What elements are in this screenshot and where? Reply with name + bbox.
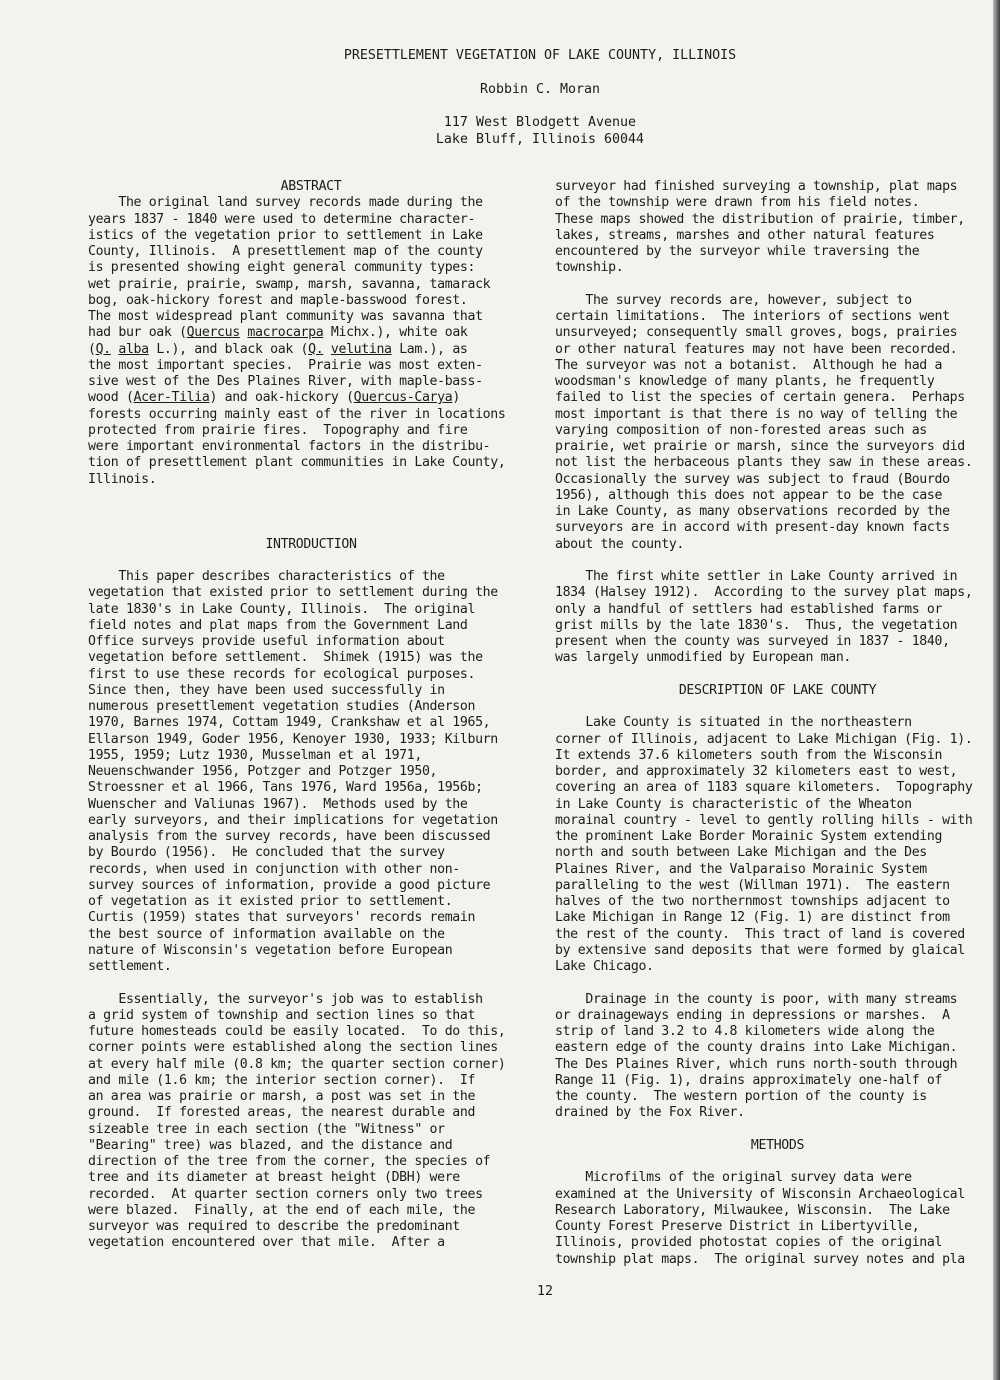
text-line: This paper describes characteristics of the [88, 569, 445, 584]
text-line: Essentially, the surveyor's job was to establish [88, 991, 483, 1007]
text-line: These maps showed the distribution of prairie, timber, [555, 211, 965, 227]
text-line: morainal country - level to gently rolling hills - with [555, 812, 973, 828]
paragraph-gap [88, 975, 534, 991]
text-line: The most widespread plant community was savanna that [88, 309, 483, 324]
text-line: analysis from the survey records, have been discussed [88, 829, 491, 844]
page-number: 12 [536, 1284, 553, 1299]
section-heading: INTRODUCTION [265, 536, 357, 552]
text-line: direction of the tree from the corner, the species of [88, 1154, 491, 1169]
text-line: 1955, 1959; Lutz 1930, Musselman et al 1971, [88, 747, 422, 763]
text-line: woodsman's knowledge of many plants, he frequently [555, 374, 935, 389]
text-line: first to use these records for ecological purposes. [88, 666, 476, 682]
text-line: Lake Chicago. [555, 959, 654, 974]
text-line: of vegetation as it existed prior to settlement. [88, 894, 453, 909]
text-line: surveyor was required to describe the predominant [88, 1219, 460, 1234]
text-line: 1834 (Halsey 1912). According to the survey plat maps, [555, 585, 973, 601]
paragraph-gap [555, 1122, 1000, 1138]
text-line: encountered by the surveyor while traversing the [555, 244, 920, 259]
text-line: nature of Wisconsin's vegetation before European [88, 942, 453, 958]
address-line-2: Lake Bluff, Illinois 60044 [435, 131, 645, 147]
text-line: Since then, they have been used successfully in [88, 682, 445, 698]
text-line: vegetation before settlement. Shimek (1915) was the [88, 650, 483, 666]
text-line: early surveyors, and their implications for vegetation [88, 812, 498, 828]
text-line: corner points were established along the section lines [88, 1040, 498, 1056]
text-line: wood (Acer-Tilia) and oak-hickory (Quercus-Carya) [88, 390, 460, 406]
section-heading: DESCRIPTION OF LAKE COUNTY [678, 682, 877, 698]
text-line: recorded. At quarter section corners only two trees [88, 1186, 483, 1202]
text-line: Drainage in the county is poor, with many streams [555, 991, 958, 1007]
paragraph-gap [88, 520, 534, 536]
text-line: The Des Plaines River, which runs north-south through [555, 1056, 958, 1072]
text-line: survey sources of information, provide a good picture [88, 877, 491, 893]
text-line: eastern edge of the county drains into Lake Michigan. [555, 1040, 958, 1056]
author-address [0, 115, 1000, 148]
text-line: covering an area of 1183 square kilometers. Topography [555, 780, 973, 796]
text-line: were blazed. Finally, at the end of each mile, the [88, 1202, 476, 1218]
text-line: border, and approximately 32 kilometers east to west, [555, 764, 958, 779]
text-line: numerous presettlement vegetation studies (Anderson [88, 699, 476, 714]
text-line: examined at the University of Wisconsin Archaeological [555, 1186, 965, 1202]
text-line: "Bearing" tree) was blazed, and the distance and [88, 1137, 453, 1153]
text-line: Illinois, provided photostat copies of the original [555, 1235, 943, 1251]
text-line: is presented showing eight general community types: [88, 260, 476, 276]
text-line: Lake County is situated in the northeastern [555, 715, 912, 731]
text-line: 1970, Barnes 1974, Cottam 1949, Crankshaw et al 1965, [88, 715, 491, 731]
text-line: Office surveys provide useful information about [88, 634, 445, 649]
text-line: in Lake County, as many observations recorded by the [555, 504, 950, 519]
text-line: ground. If forested areas, the nearest durable and [88, 1105, 476, 1121]
author-name: Robbin C. Moran [479, 82, 601, 97]
text-line: corner of Illinois, adjacent to Lake Michigan (Fig. 1). [555, 731, 973, 747]
text-line: and mile (1.6 km; the interior section corner). If [88, 1072, 476, 1088]
section-heading: METHODS [750, 1137, 805, 1153]
text-line: bog, oak-hickory forest and maple-basswood forest. [88, 292, 468, 308]
left-column [88, 179, 534, 1252]
text-line: Research Laboratory, Milwaukee, Wisconsin. The Lake [555, 1202, 950, 1218]
text-line: Occasionally the survey was subject to fraud (Bourdo [555, 471, 950, 487]
text-line: field notes and plat maps from the Government Land [88, 617, 468, 633]
text-line: or drainageways ending in depressions or marshes. A [555, 1007, 950, 1023]
text-line: township plat maps. The original survey notes and pla [555, 1251, 965, 1267]
text-line: Illinois. [88, 471, 157, 487]
section-heading: ABSTRACT [280, 179, 342, 194]
paragraph-gap [555, 553, 1000, 569]
text-line: surveyors are in accord with present-day known facts [555, 520, 950, 536]
paragraph-gap [88, 488, 534, 504]
text-line: failed to list the species of certain genera. Perhaps [555, 390, 965, 406]
text-line: about the county. [555, 536, 685, 552]
text-line: varying composition of non-forested areas such as [555, 422, 927, 438]
text-line: sizeable tree in each section (the "Witness" or [88, 1121, 445, 1137]
text-line: Stroessner et al 1966, Tans 1976, Ward 1956a, 1956b; [88, 780, 483, 796]
text-line: were important environmental factors in the distribu- [88, 439, 491, 454]
text-line: The original land survey records made during the [88, 195, 483, 211]
text-line: late 1830's in Lake County, Illinois. The original [88, 601, 476, 617]
paper-title: PRESETTLEMENT VEGETATION OF LAKE COUNTY, ILLINOIS [343, 48, 737, 63]
text-line: township. [555, 260, 624, 276]
text-line: The first white settler in Lake County arrived in [555, 569, 958, 584]
text-line: istics of the vegetation prior to settlement in Lake [88, 227, 483, 243]
text-line: the prominent Lake Border Morainic System extending [555, 829, 943, 844]
text-line: a grid system of township and section lines so that [88, 1007, 476, 1023]
text-line: an area was prairie or marsh, a post was set in the [88, 1089, 476, 1104]
text-line: Plaines River, and the Valparaiso Morainic System [555, 861, 927, 877]
text-line: settlement. [88, 959, 172, 974]
text-line: County, Illinois. A presettlement map of the county [88, 244, 483, 259]
text-line: Microfilms of the original survey data were [555, 1170, 912, 1186]
text-line: certain limitations. The interiors of sections went [555, 309, 950, 324]
text-line: strip of land 3.2 to 4.8 kilometers wide along the [555, 1024, 935, 1039]
text-line: The survey records are, however, subject to [555, 292, 912, 308]
text-line: wet prairie, prairie, swamp, marsh, savanna, tamarack [88, 276, 491, 292]
text-line: (Q. alba L.), and black oak (Q. velutina Lam.), as [88, 341, 468, 357]
text-line: had bur oak (Quercus macrocarpa Michx.), white oak [88, 325, 468, 341]
text-line: Range 11 (Fig. 1), drains approximately one-half of [555, 1072, 943, 1088]
text-line: Curtis (1959) states that surveyors' records remain [88, 910, 476, 926]
text-line: halves of the two northernmost townships adjacent to [555, 894, 950, 909]
text-line: grist mills by the late 1830's. Thus, the vegetation [555, 617, 958, 633]
paragraph-gap [88, 553, 534, 569]
paragraph-gap [555, 667, 1000, 683]
paragraph-gap [555, 277, 1000, 293]
text-line: The surveyor was not a botanist. Although he had a [555, 357, 943, 373]
text-line: Neuenschwander 1956, Potzger and Potzger 1950, [88, 764, 438, 779]
text-line: or other natural features may not have been recorded. [555, 341, 958, 357]
text-line: vegetation encountered over that mile. After a [88, 1235, 445, 1251]
text-line: the best source of information available on the [88, 926, 445, 942]
text-line: records, when used in conjunction with other non- [88, 861, 460, 877]
text-line: only a handful of settlers had established farms or [555, 601, 943, 617]
text-line: most important is that there is no way of telling the [555, 406, 958, 422]
text-line: present when the county was surveyed in 1837 - 1840, [555, 634, 950, 649]
text-line: tree and its diameter at breast height (DBH) were [88, 1170, 460, 1186]
text-line: in Lake County is characteristic of the Wheaton [555, 796, 912, 812]
address-line-1: 117 West Blodgett Avenue [443, 115, 637, 130]
paragraph-gap [88, 504, 534, 520]
text-line: future homesteads could be easily located. To do this, [88, 1024, 506, 1039]
text-line: was largely unmodified by European man. [555, 650, 851, 666]
text-line: by extensive sand deposits that were formed by glaical [555, 942, 965, 958]
text-line: Wuenscher and Valiunas 1967). Methods used by the [88, 796, 468, 812]
right-column [555, 179, 1000, 1268]
text-line: of the township were drawn from his field notes. [555, 195, 920, 211]
text-line: tion of presettlement plant communities in Lake County, [88, 455, 506, 471]
paragraph-gap [555, 1154, 1000, 1170]
text-line: 1956), although this does not appear to be the case [555, 487, 943, 503]
text-line: years 1837 - 1840 were used to determine character- [88, 211, 476, 227]
text-line: County Forest Preserve District in Libertyville, [555, 1219, 920, 1234]
text-line: surveyor had finished surveying a township, plat maps [555, 179, 958, 194]
text-line: unsurveyed; consequently small groves, bogs, prairies [555, 325, 958, 341]
text-line: forests occurring mainly east of the river in locations [88, 406, 506, 422]
text-line: at every half mile (0.8 km; the quarter section corner) [88, 1056, 506, 1072]
text-line: paralleling to the west (Willman 1971). The eastern [555, 877, 950, 893]
text-line: prairie, wet prairie or marsh, since the surveyors did [555, 439, 965, 454]
text-line: Ellarson 1949, Goder 1956, Kenoyer 1930, 1933; Kilburn [88, 731, 498, 747]
paragraph-gap [555, 975, 1000, 991]
text-line: sive west of the Des Plaines River, with maple-bass- [88, 374, 483, 389]
text-line: lakes, streams, marshes and other natural features [555, 227, 935, 243]
text-line: protected from prairie fires. Topography and fire [88, 422, 468, 438]
text-line: It extends 37.6 kilometers south from the Wisconsin [555, 747, 943, 763]
text-line: the most important species. Prairie was most exten- [88, 357, 483, 373]
text-line: Lake Michigan in Range 12 (Fig. 1) are distinct from [555, 910, 950, 926]
text-line: the rest of the county. This tract of land is covered [555, 926, 965, 942]
text-line: not list the herbaceous plants they saw in these areas. [555, 455, 973, 471]
text-line: drained by the Fox River. [555, 1105, 745, 1121]
text-line: north and south between Lake Michigan and the Des [555, 845, 927, 861]
text-line: vegetation that existed prior to settlement during the [88, 585, 498, 601]
text-line: by Bourdo (1956). He concluded that the survey [88, 845, 445, 861]
paragraph-gap [555, 699, 1000, 715]
text-line: the county. The western portion of the county is [555, 1089, 927, 1104]
